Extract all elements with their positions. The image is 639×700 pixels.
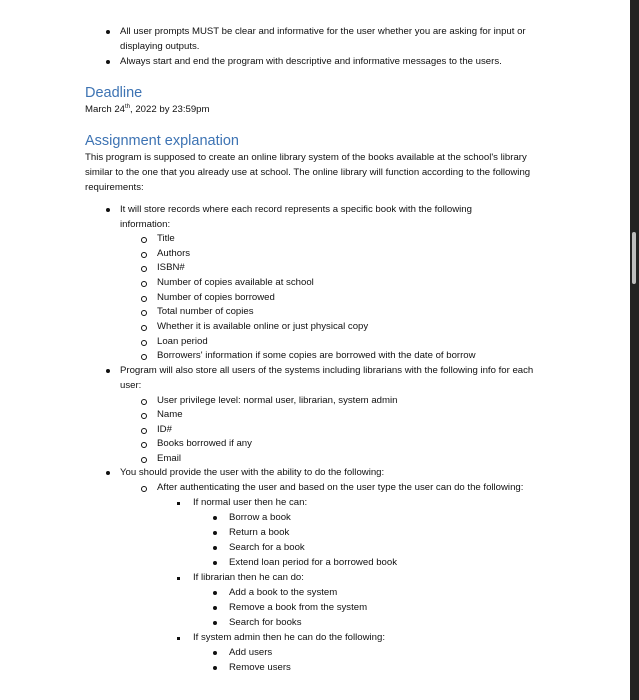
bullet-circle (141, 325, 147, 331)
bullet-circle (141, 252, 147, 258)
scrollbar-thumb[interactable] (632, 232, 636, 284)
bullet-dot (213, 516, 217, 520)
bullet-circle (141, 281, 147, 287)
bullet-circle (141, 237, 147, 243)
bullet-dot (213, 666, 217, 670)
bullet-circle (141, 296, 147, 302)
list-item-text: All user prompts MUST be clear and informative for the user whether you are asking for input or displaying outputs. (120, 26, 526, 52)
bullet-dot (106, 471, 110, 475)
bullet-dot (213, 651, 217, 655)
bullet-dot (106, 369, 110, 373)
bullet-circle (141, 457, 147, 463)
abilities-intro: You should provide the user with the ability to do the following: (120, 467, 385, 478)
bullet-dot (106, 208, 110, 212)
bullet-square (177, 502, 180, 505)
document-page: All user prompts MUST be clear and informative for the user whether you are asking for input or displaying outputs. Always start and end the program with descriptive and informative messages to the users. Deadline March 24th, 2022 by 23:59pm Assignment explanation This program is supposed to create an online library system of the books available at the school's library similar to the one that you already use at school. The online library will function according to the following requirements: It will store records where each record represents a specific book with the following information: Title Authors ISBN# Number of copies available at school Number of copies borrowed Total number of copies Whether it is available online or just physical copy Loan period Borrowers' information if some copies are borrowed with the date of borrow Program will also store all users of the systems including librarians with the following info for each user: User privilege level: normal user, librarian, system admin Name ID# Books borrowed if any Email You should provide the user with the ability to do the following: After authenticating the user and based on the user type the user can do the following: If normal user then he can: Borrow a book Return a book Search for a book Extend loan period for a borrowed book If librarian then he can do: Add a book to the system Remove a book from the system Search for books If system admin then he can do the following: Add users Remove users (0, 0, 630, 700)
bullet-square (177, 577, 180, 580)
bullet-dot (213, 561, 217, 565)
scrollbar[interactable] (630, 0, 639, 700)
bullet-circle (141, 310, 147, 316)
deadline-heading: Deadline (85, 85, 143, 101)
bullet-circle (141, 413, 147, 419)
explanation-heading: Assignment explanation (85, 133, 239, 149)
bullet-dot (213, 621, 217, 625)
bullet-circle (141, 486, 147, 492)
deadline-date: March 24th, 2022 by 23:59pm (85, 103, 210, 115)
bullet-circle (141, 428, 147, 434)
bullet-circle (141, 399, 147, 405)
bullet-dot (213, 546, 217, 550)
bullet-circle (141, 354, 147, 360)
bullet-dot (213, 606, 217, 610)
records-intro: It will store records where each record represents a specific book with the following information: (120, 204, 472, 230)
users-intro: Program will also store all users of the systems including librarians with the following info for each user: (120, 365, 534, 391)
bullet-dot (106, 60, 110, 64)
bullet-dot (106, 30, 110, 34)
bullet-circle (141, 442, 147, 448)
explanation-paragraph: This program is supposed to create an online library system of the books available at the school's library similar to the one that you already use at school. The online library will function according to the following requirements: (85, 152, 531, 193)
bullet-circle (141, 340, 147, 346)
bullet-square (177, 637, 180, 640)
bullet-dot (213, 591, 217, 595)
bullet-circle (141, 266, 147, 272)
bullet-dot (213, 531, 217, 535)
list-item-text: Always start and end the program with descriptive and informative messages to the users. (120, 56, 502, 67)
